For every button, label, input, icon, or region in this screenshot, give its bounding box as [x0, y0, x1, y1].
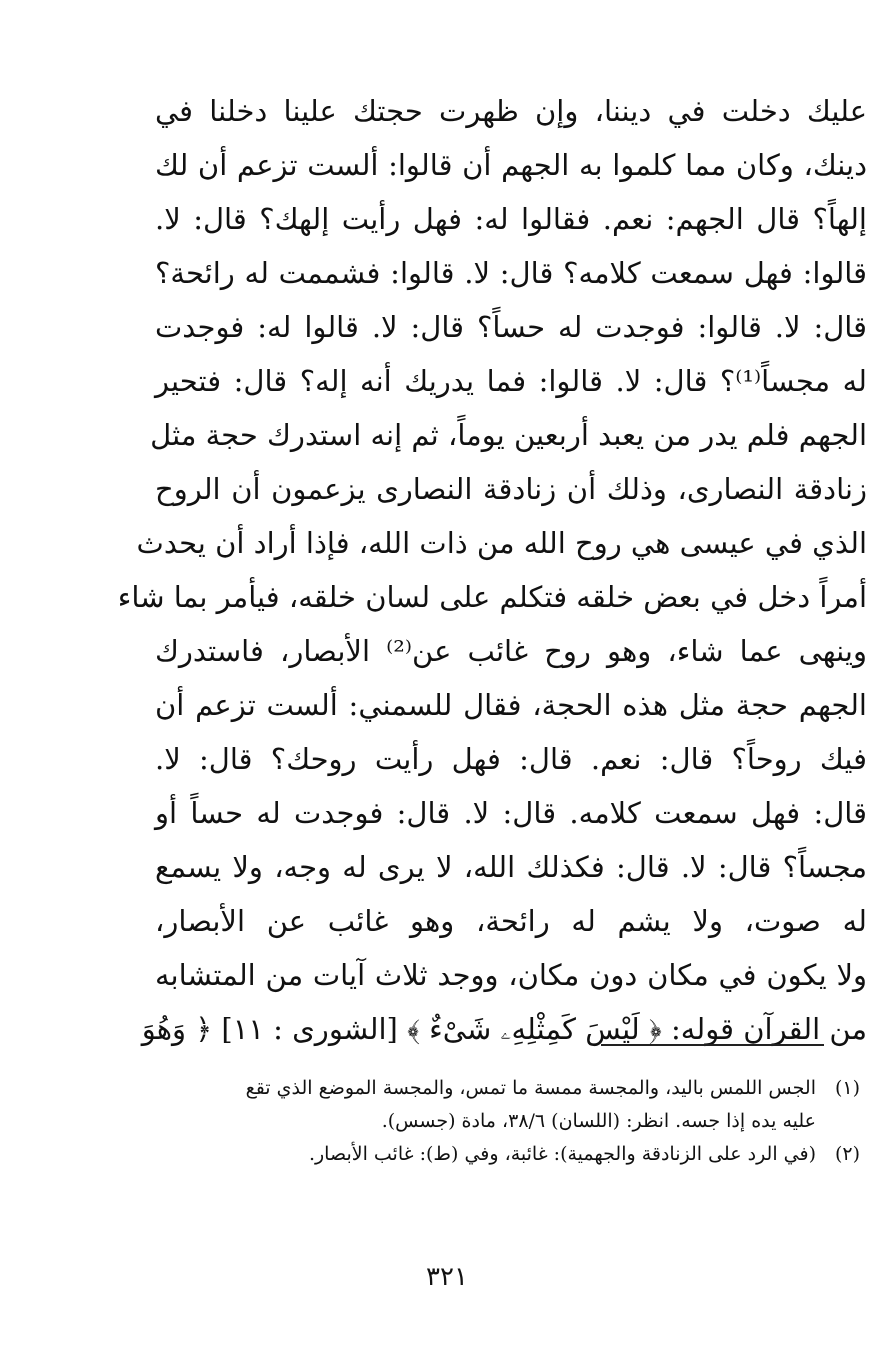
text-line: من القرآن قوله: ﴿ لَيْسَ كَمِثْلِهِۦ شَىْءٌ ﴾ [الشورى : ١١] ﴿ وَهُوَ	[141, 1012, 867, 1046]
footnote-1-continuation	[160, 1105, 860, 1138]
text-line: الجهم حجة مثل هذه الحجة، فقال للسمني: ألست تزعم أن	[155, 688, 867, 722]
footnote-number: (١)	[834, 1077, 860, 1099]
text-line: ولا يكون في مكان دون مكان، ووجد ثلاث آيات من المتشابه	[155, 958, 867, 992]
main-text-block	[117, 84, 867, 1056]
footnote-text: عليه يده إذا جسه. انظر: (اللسان) ٣٨/٦، مادة (جسس).	[381, 1110, 816, 1132]
footnote-number: (٢)	[834, 1143, 860, 1165]
text-line: له مجساً⁽¹⁾؟ قال: لا. قالوا: فما يدريك أنه إله؟ قال: فتحير	[155, 364, 867, 398]
text-line: دينك، وكان مما كلموا به الجهم أن قالوا: ألست تزعم أن لك	[155, 148, 867, 182]
text-line: الجهم فلم يدر من يعبد أربعين يوماً، ثم إنه استدرك حجة مثل	[150, 418, 867, 452]
text-line: قالوا: فهل سمعت كلامه؟ قال: لا. قالوا: فشممت له رائحة؟	[155, 256, 867, 290]
text-line: إلهاً؟ قال الجهم: نعم. فقالوا له: فهل رأيت إلهك؟ قال: لا.	[155, 202, 867, 236]
footnote-1	[160, 1072, 860, 1105]
footnote-separator	[601, 1044, 824, 1046]
text-line: مجساً؟ قال: لا. قال: فكذلك الله، لا يرى له وجه، ولا يسمع	[155, 850, 867, 884]
footnote-text: الجس اللمس باليد، والمجسة ممسة ما تمس، والمجسة الموضع الذي تقع	[245, 1077, 816, 1099]
text-line: قال: لا. قالوا: فوجدت له حساً؟ قال: لا. قالوا له: فوجدت	[155, 310, 867, 344]
footnote-2	[160, 1138, 860, 1171]
text-line: عليك دخلت في ديننا، وإن ظهرت حجتك علينا دخلنا في	[155, 94, 867, 128]
text-line: له صوت، ولا يشم له رائحة، وهو غائب عن الأبصار،	[155, 904, 867, 938]
page-number: ٣٢١	[426, 1262, 468, 1292]
text-line: الذي في عيسى هي روح الله من ذات الله، فإذا أراد أن يحدث	[136, 526, 867, 560]
text-line: فيك روحاً؟ قال: نعم. قال: فهل رأيت روحك؟ قال: لا.	[155, 742, 867, 776]
text-line: زنادقة النصارى، وذلك أن زنادقة النصارى يزعمون أن الروح	[155, 472, 867, 506]
text-line: أمراً دخل في بعض خلقه فتكلم على لسان خلقه، فيأمر بما شاء	[117, 580, 867, 614]
footnote-text: (في الرد على الزنادقة والجهمية): غائبة، وفي (ط): غائب الأبصار.	[308, 1143, 816, 1165]
text-line: قال: فهل سمعت كلامه. قال: لا. قال: فوجدت له حساً أو	[155, 796, 867, 830]
text-line: وينهى عما شاء، وهو روح غائب عن⁽²⁾ الأبصار، فاستدرك	[155, 634, 867, 668]
footnotes-block	[160, 1072, 860, 1171]
